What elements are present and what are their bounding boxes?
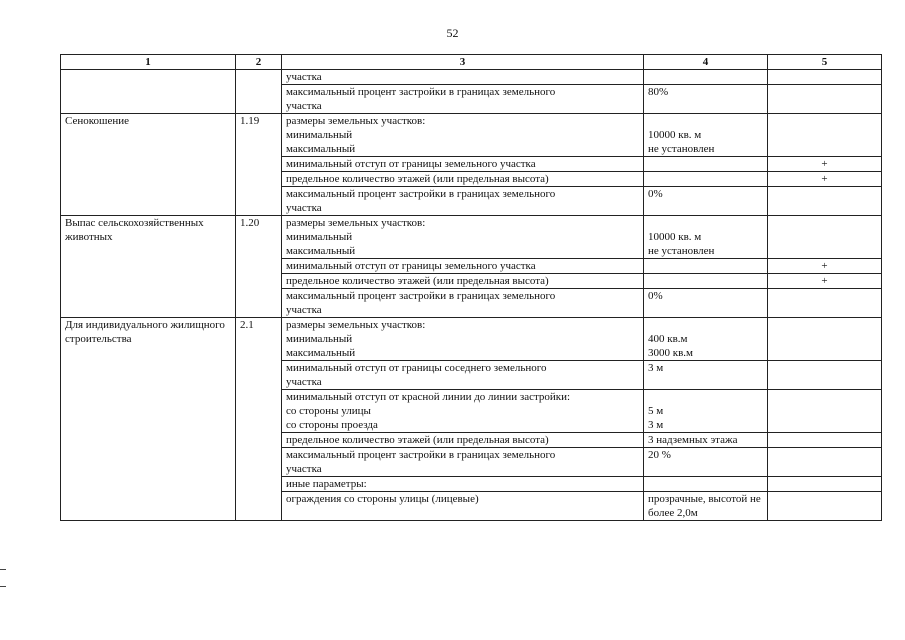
mark-cell: + [768,172,882,187]
mark-cell [768,492,882,521]
mark-cell [768,187,882,216]
margin-tick [0,586,6,587]
column-header-2: 2 [236,55,282,70]
mark-cell [768,433,882,448]
parameter-cell: максимальный процент застройки в границах земельного участка [282,448,644,477]
value-cell [644,259,768,274]
value-cell [644,157,768,172]
value-cell: 0% [644,289,768,318]
mark-cell: + [768,157,882,172]
table-row [61,318,882,361]
column-header-5: 5 [768,55,882,70]
parameter-cell: размеры земельных участков: минимальный максимальный [282,318,644,361]
parameter-cell: минимальный отступ от границы соседнего земельного участка [282,361,644,390]
table-row [61,216,882,259]
land-use-parameters-table [60,54,882,521]
parameter-cell: минимальный отступ от границы земельного участка [282,259,644,274]
value-cell [644,172,768,187]
parameter-cell: предельное количество этажей (или предельная высота) [282,172,644,187]
mark-cell [768,216,882,259]
parameter-cell: максимальный процент застройки в границах земельного участка [282,187,644,216]
use-code-cell [236,70,282,114]
use-name-cell [61,70,236,114]
mark-cell [768,114,882,157]
table-row [61,70,882,85]
value-cell: 400 кв.м 3000 кв.м [644,318,768,361]
value-cell: 20 % [644,448,768,477]
value-cell: 80% [644,85,768,114]
table-row [61,114,882,157]
mark-cell [768,85,882,114]
table-header-row [61,55,882,70]
parameter-cell: минимальный отступ от границы земельного участка [282,157,644,172]
value-cell: 3 надземных этажа [644,433,768,448]
value-cell: 5 м 3 м [644,390,768,433]
column-header-4: 4 [644,55,768,70]
mark-cell [768,477,882,492]
column-header-3: 3 [282,55,644,70]
parameter-cell: иные параметры: [282,477,644,492]
margin-tick [0,569,6,570]
page-number: 52 [446,26,459,40]
value-cell: 10000 кв. м не установлен [644,216,768,259]
parameter-cell: минимальный отступ от красной линии до линии застройки: со стороны улицы со стороны проезда [282,390,644,433]
mark-cell [768,70,882,85]
mark-cell [768,318,882,361]
parameter-cell: предельное количество этажей (или предельная высота) [282,433,644,448]
parameter-cell: предельное количество этажей (или предельная высота) [282,274,644,289]
value-cell: прозрачные, высотой не более 2,0м [644,492,768,521]
parameter-cell: размеры земельных участков: минимальный максимальный [282,216,644,259]
value-cell [644,274,768,289]
mark-cell [768,289,882,318]
value-cell: 3 м [644,361,768,390]
use-name-cell: Сенокошение [61,114,236,216]
value-cell: 10000 кв. м не установлен [644,114,768,157]
mark-cell: + [768,259,882,274]
column-header-1: 1 [61,55,236,70]
use-name-cell: Для индивидуального жилищного строительства [61,318,236,521]
value-cell [644,477,768,492]
parameter-cell: участка [282,70,644,85]
use-name-cell: Выпас сельскохозяйственных животных [61,216,236,318]
mark-cell: + [768,274,882,289]
parameter-cell: максимальный процент застройки в границах земельного участка [282,289,644,318]
parameter-cell: максимальный процент застройки в границах земельного участка [282,85,644,114]
mark-cell [768,448,882,477]
use-code-cell: 1.20 [236,216,282,318]
parameter-cell: размеры земельных участков: минимальный максимальный [282,114,644,157]
parameter-cell: ограждения со стороны улицы (лицевые) [282,492,644,521]
value-cell: 0% [644,187,768,216]
use-code-cell: 2.1 [236,318,282,521]
value-cell [644,70,768,85]
mark-cell [768,361,882,390]
use-code-cell: 1.19 [236,114,282,216]
mark-cell [768,390,882,433]
